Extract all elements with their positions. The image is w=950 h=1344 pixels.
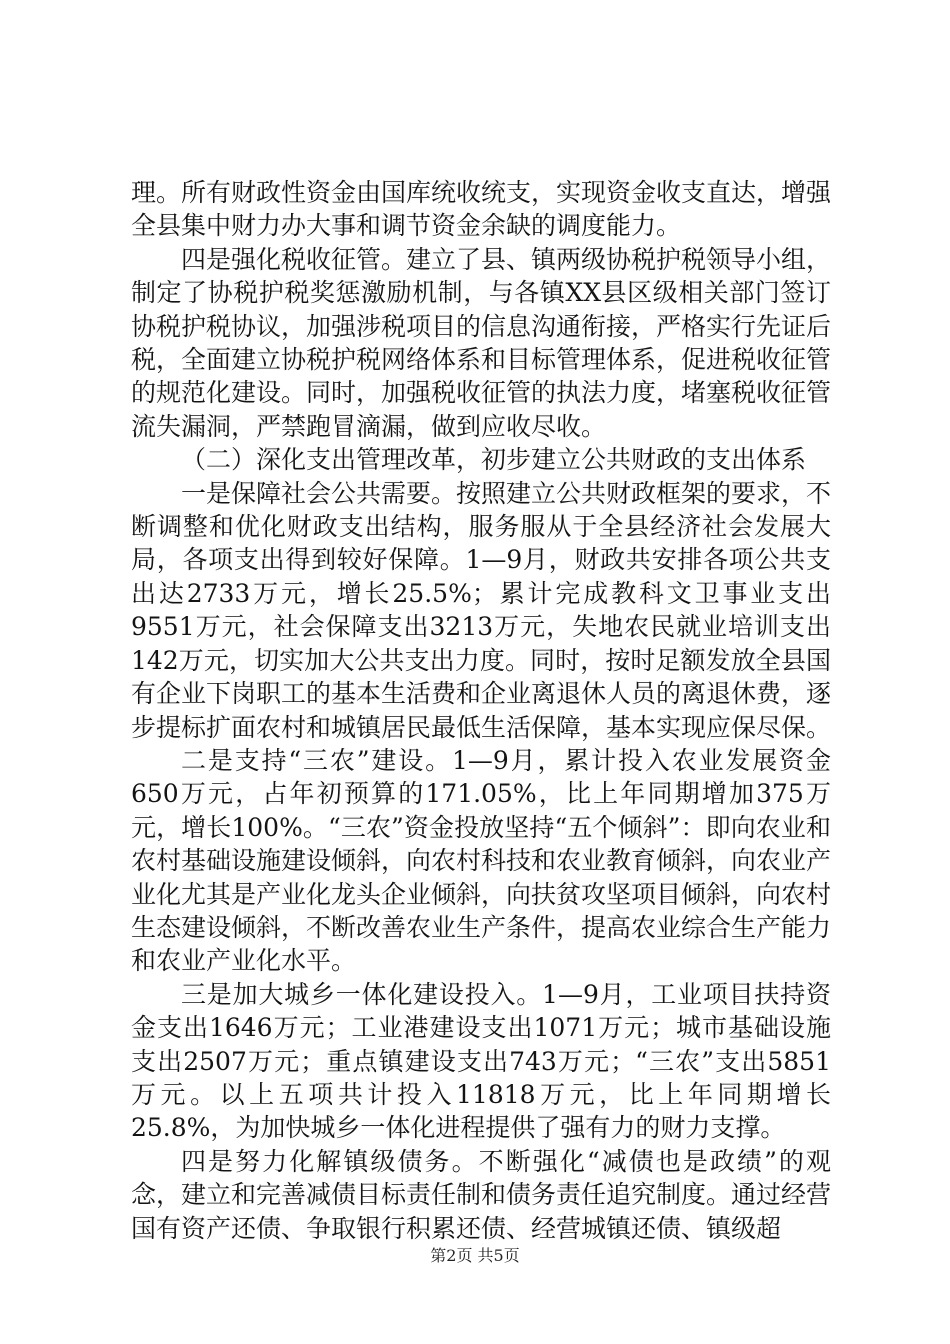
paragraph-5: 三是加大城乡一体化建设投入。1—9月，工业项目扶持资金支出1646万元；工业港建设支出1071万元；城市基础设施支出2507万元；重点镇建设支出743万元；“三农”支出5851万元。以上五项共计投入11818万元，比上年同期增长25.8%，为加快城乡一体化进程提供了强有力的财力支撑。: [131, 979, 831, 1143]
paragraph-4: 二是支持“三农”建设。1—9月，累计投入农业发展资金650万元，占年初预算的171.05%，比上年同期增加375万元，增长100%。“三农”资金投放坚持“五个倾斜”：即向农业和农村基础设施建设倾斜，向农村科技和农业教育倾斜，向农业产业化尤其是产业化龙头企业倾斜，向扶贫攻坚项目倾斜，向农村生态建设倾斜，不断改善农业生产条件，提高农业综合生产能力和农业产业化水平。: [131, 745, 832, 976]
document-body: [131, 176, 831, 1245]
paragraph-6: 四是努力化解镇级债务。不断强化“减债也是政绩”的观念，建立和完善减债目标责任制和债务责任追究制度。通过经营国有资产还债、争取银行积累还债、经营城镇还债、镇级超: [131, 1146, 832, 1243]
paragraph-3: 一是保障社会公共需要。按照建立公共财政框架的要求，不断调整和优化财政支出结构，服务服从于全县经济社会发展大局，各项支出得到较好保障。1—9月，财政共安排各项公共支出达2733万元，增长25.5%；累计完成教科文卫事业支出9551万元，社会保障支出3213万元，失地农民就业培训支出142万元，切实加大公共支出力度。同时，按时足额发放全县国有企业下岗职工的基本生活费和企业离退休人员的离退休费，逐步提标扩面农村和城镇居民最低生活保障，基本实现应保尽保。: [131, 478, 832, 742]
paragraph-2: 四是强化税收征管。建立了县、镇两级协税护税领导小组，制定了协税护税奖惩激励机制，与各镇XX县区级相关部门签订协税护税协议，加强涉税项目的信息沟通衔接，严格实行先证后税，全面建立协税护税网络体系和目标管理体系，促进税收征管的规范化建设。同时，加强税收征管的执法力度，堵塞税收征管流失漏洞，严禁跑冒滴漏，做到应收尽收。: [131, 244, 832, 441]
paragraph-1: 理。所有财政性资金由国库统收统支，实现资金收支直达，增强全县集中财力办大事和调节资金余缺的调度能力。: [131, 178, 832, 241]
section-heading: （二）深化支出管理改革，初步建立公共财政的支出体系: [181, 445, 807, 475]
page-footer: 第2页 共5页: [430, 1246, 520, 1265]
